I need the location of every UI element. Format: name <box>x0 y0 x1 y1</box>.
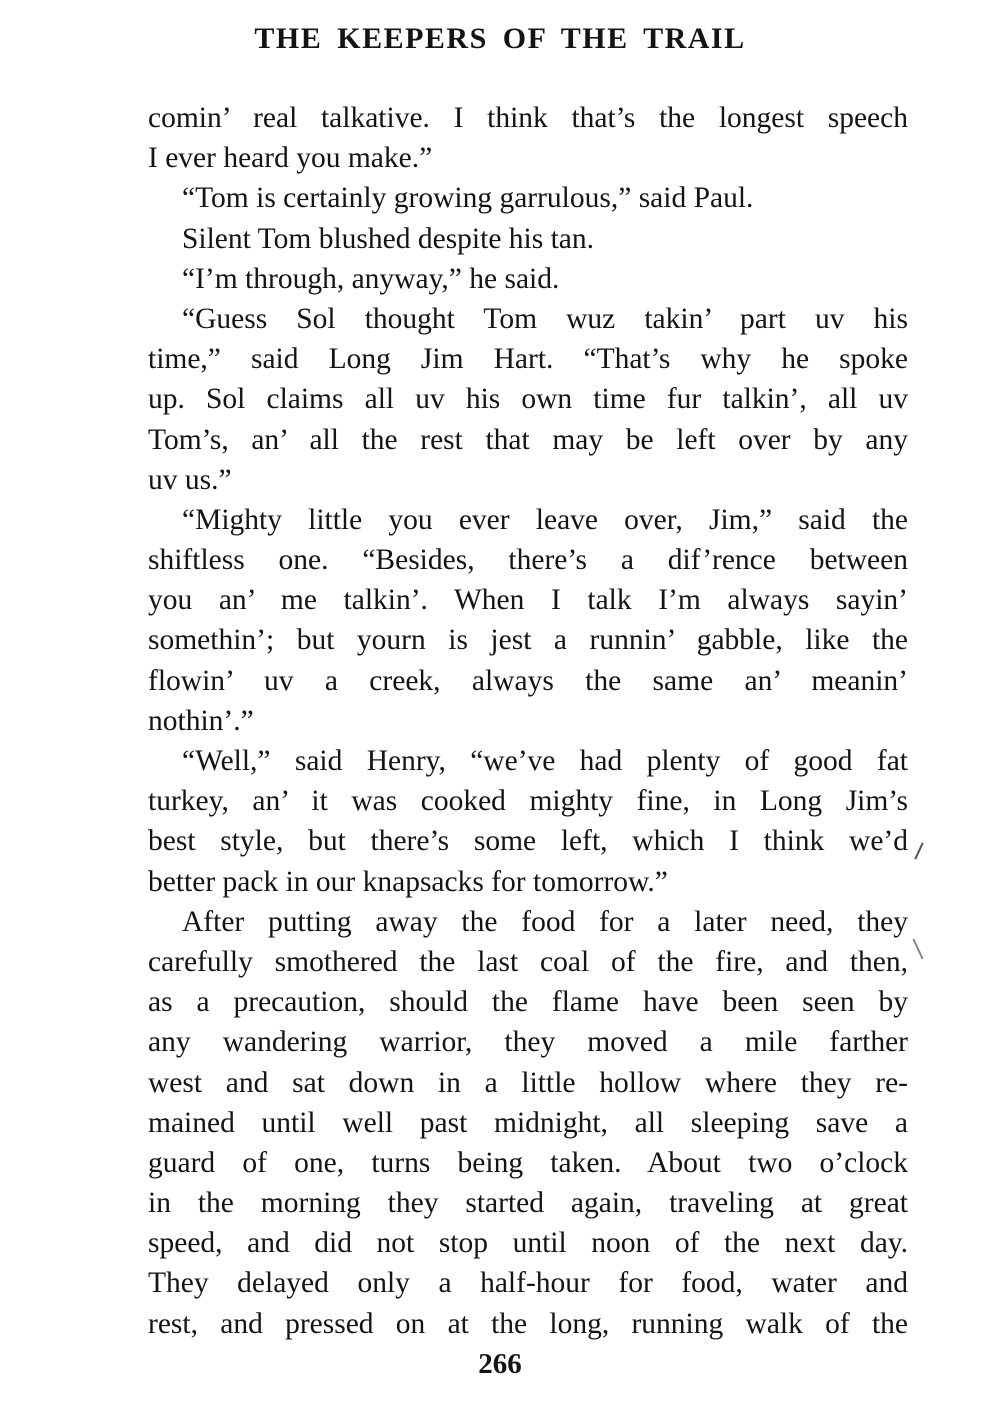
text-line: shiftless one. “Besides, there’s a dif’rence between <box>148 544 908 577</box>
text-line: “Tom is certainly growing garrulous,” said Paul. <box>182 182 754 215</box>
text-line: Tom’s, an’ all the rest that may be left over by any <box>148 423 908 456</box>
text-line: speed, and did not stop until noon of the next day. <box>148 1227 908 1260</box>
text-line: better pack in our knapsacks for tomorrow.” <box>148 865 668 898</box>
text-line: up. Sol claims all uv his own time fur talkin’, all uv <box>148 383 908 416</box>
text-line: rest, and pressed on at the long, running walk of the <box>148 1307 908 1340</box>
text-line: They delayed only a half-hour for food, water and <box>148 1267 908 1300</box>
text-line: flowin’ uv a creek, always the same an’ meanin’ <box>148 664 908 697</box>
body-text <box>148 98 908 1344</box>
text-line: somethin’; but yourn is jest a runnin’ gabble, like the <box>148 624 908 657</box>
text-line: guard of one, turns being taken. About two o’clock <box>148 1146 908 1179</box>
scan-artifact <box>914 842 923 859</box>
text-line: “Mighty little you ever leave over, Jim,” said the <box>182 503 908 536</box>
text-line: “Guess Sol thought Tom wuz takin’ part uv his <box>182 302 908 335</box>
text-line: turkey, an’ it was cooked mighty fine, in Long Jim’s <box>148 785 908 818</box>
text-line: comin’ real talkative. I think that’s the longest speech <box>148 102 908 134</box>
running-head: THE KEEPERS OF THE TRAIL <box>254 22 746 55</box>
scan-artifact <box>912 939 923 960</box>
text-line: Silent Tom blushed despite his tan. <box>182 222 595 255</box>
text-line: uv us.” <box>148 463 232 496</box>
text-line: in the morning they started again, traveling at great <box>148 1187 908 1220</box>
text-line: best style, but there’s some left, which I think we’d <box>148 825 908 858</box>
text-line: any wandering warrior, they moved a mile farther <box>148 1026 908 1059</box>
text-line: I ever heard you make.” <box>148 142 433 175</box>
text-line: you an’ me talkin’. When I talk I’m always sayin’ <box>148 584 908 617</box>
text-line: mained until well past midnight, all sleeping save a <box>148 1106 908 1139</box>
text-line: time,” said Long Jim Hart. “That’s why he spoke <box>148 343 908 376</box>
page-number: 266 <box>478 1348 522 1380</box>
text-line: After putting away the food for a later need, they <box>182 905 908 938</box>
text-line: “Well,” said Henry, “we’ve had plenty of good fat <box>182 745 908 777</box>
text-line: “I’m through, anyway,” he said. <box>182 262 560 295</box>
text-line: as a precaution, should the flame have been seen by <box>148 986 908 1019</box>
text-line: west and sat down in a little hollow where they re- <box>148 1066 908 1099</box>
text-line: carefully smothered the last coal of the fire, and then, <box>148 945 908 978</box>
text-line: nothin’.” <box>148 704 254 737</box>
